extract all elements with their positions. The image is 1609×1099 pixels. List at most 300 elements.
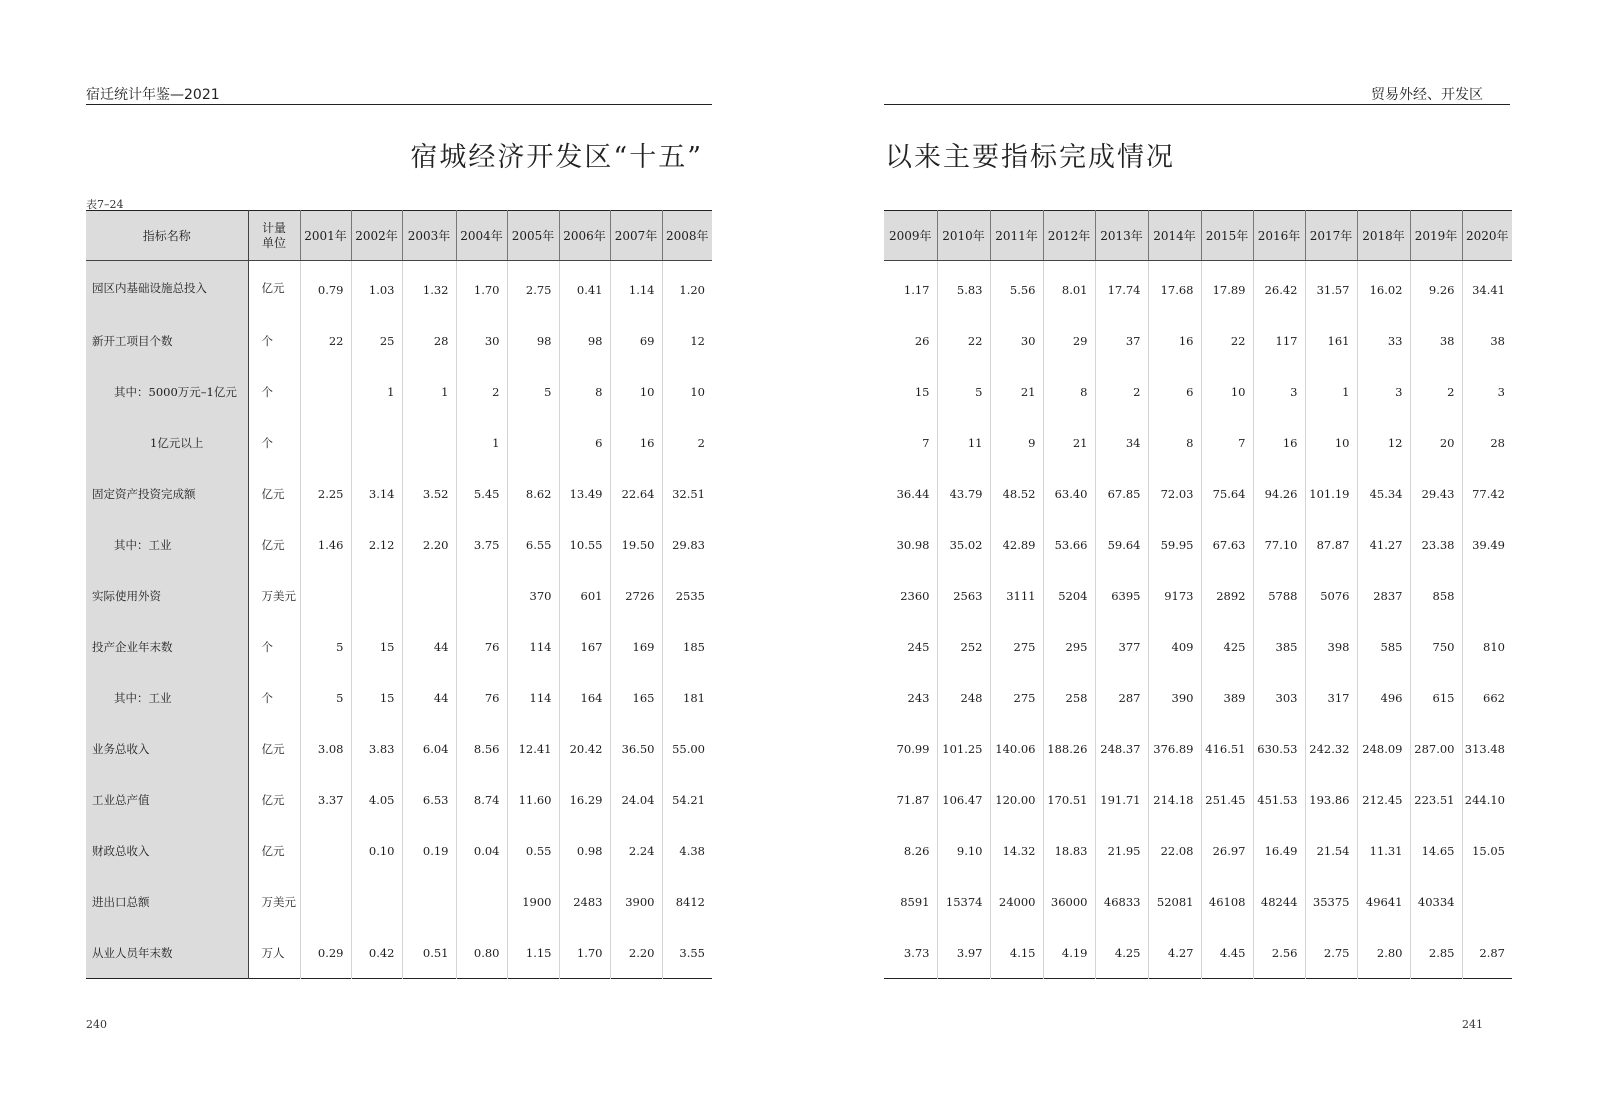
indicator-name-cell: 其中：工业 — [86, 672, 248, 723]
value-cell: 6.53 — [402, 774, 456, 825]
value-cell: 98 — [507, 315, 559, 366]
year-header: 2013年 — [1095, 211, 1148, 261]
value-cell: 10.55 — [559, 519, 610, 570]
value-cell: 9.26 — [1410, 261, 1462, 316]
table-row — [86, 417, 712, 468]
value-cell: 9.10 — [937, 825, 990, 876]
value-cell: 1.20 — [679, 282, 705, 297]
value-cell: 3 — [1497, 384, 1505, 399]
value-cell: 376.89 — [1148, 723, 1201, 774]
value-cell: 6 — [1148, 366, 1201, 417]
value-cell: 22 — [300, 315, 351, 366]
table-row — [86, 519, 712, 570]
value-cell: 15 — [351, 621, 402, 672]
year-header: 2003年 — [402, 211, 456, 261]
unit-cell: 个 — [248, 621, 300, 672]
value-cell: 18.83 — [1043, 825, 1095, 876]
value-cell: 44 — [402, 621, 456, 672]
value-cell: 19.50 — [610, 519, 662, 570]
title-part-left: 宿城经济开发区“十五” — [410, 142, 703, 173]
value-cell: 1 — [351, 366, 402, 417]
value-cell: 67.63 — [1201, 519, 1253, 570]
value-cell: 25 — [351, 315, 402, 366]
value-cell: 370 — [507, 570, 559, 621]
value-cell: 22.08 — [1148, 825, 1201, 876]
value-cell: 662 — [1483, 690, 1505, 705]
value-cell: 1.46 — [300, 519, 351, 570]
value-cell: 5788 — [1253, 570, 1305, 621]
value-cell: 2837 — [1357, 570, 1410, 621]
value-cell: 810 — [1483, 639, 1505, 654]
table-row — [86, 723, 712, 774]
value-cell: 77.42 — [1472, 486, 1505, 501]
value-cell: 49641 — [1357, 876, 1410, 927]
value-cell: 48.52 — [990, 468, 1043, 519]
value-cell: 63.40 — [1043, 468, 1095, 519]
value-cell: 5.45 — [456, 468, 507, 519]
table-row — [884, 621, 1512, 672]
value-cell: 2535 — [675, 588, 705, 603]
value-cell: 71.87 — [884, 774, 937, 825]
value-cell: 87.87 — [1305, 519, 1357, 570]
table-row — [86, 570, 712, 621]
value-cell: 8.26 — [884, 825, 937, 876]
value-cell: 53.66 — [1043, 519, 1095, 570]
table-row — [884, 672, 1512, 723]
table-row — [884, 468, 1512, 519]
value-cell: 21 — [1043, 417, 1095, 468]
value-cell: 170.51 — [1043, 774, 1095, 825]
value-cell: 26.97 — [1201, 825, 1253, 876]
value-cell: 4.38 — [679, 843, 705, 858]
value-cell: 0.79 — [300, 261, 351, 316]
indicator-name-cell: 从业人员年末数 — [86, 927, 248, 979]
value-cell — [1462, 570, 1512, 621]
value-cell: 3.97 — [937, 927, 990, 979]
indicator-name-cell: 其中：5000万元–1亿元 — [86, 366, 248, 417]
indicator-name-cell: 1亿元以上 — [86, 417, 248, 468]
value-cell — [456, 570, 507, 621]
value-cell: 313.48 — [1464, 741, 1505, 756]
table-row — [86, 315, 712, 366]
value-cell: 11.60 — [507, 774, 559, 825]
value-cell: 0.98 — [559, 825, 610, 876]
value-cell: 244.10 — [1464, 792, 1505, 807]
value-cell: 46108 — [1201, 876, 1253, 927]
value-cell: 45.34 — [1357, 468, 1410, 519]
value-cell: 2.75 — [507, 261, 559, 316]
indicator-name-cell: 园区内基础设施总投入 — [86, 261, 248, 316]
unit-cell: 亿元 — [248, 519, 300, 570]
value-cell: 2 — [697, 435, 705, 450]
value-cell: 16.49 — [1253, 825, 1305, 876]
value-cell — [300, 825, 351, 876]
running-head-left: 宿迁统计年鉴—2021 — [86, 87, 220, 103]
value-cell: 615 — [1410, 672, 1462, 723]
value-cell: 6.04 — [402, 723, 456, 774]
value-cell: 188.26 — [1043, 723, 1095, 774]
value-cell: 120.00 — [990, 774, 1043, 825]
value-cell: 10 — [1201, 366, 1253, 417]
year-header: 2016年 — [1253, 211, 1305, 261]
value-cell: 7 — [1201, 417, 1253, 468]
value-cell: 59.95 — [1148, 519, 1201, 570]
value-cell: 601 — [559, 570, 610, 621]
year-header: 2019年 — [1410, 211, 1462, 261]
value-cell: 38 — [1490, 333, 1505, 348]
value-cell: 114 — [507, 672, 559, 723]
table-row — [884, 570, 1512, 621]
value-cell: 248 — [937, 672, 990, 723]
value-cell: 59.64 — [1095, 519, 1148, 570]
value-cell: 2 — [1095, 366, 1148, 417]
value-cell: 35375 — [1305, 876, 1357, 927]
value-cell: 8412 — [675, 894, 705, 909]
value-cell: 5204 — [1043, 570, 1095, 621]
value-cell: 212.45 — [1357, 774, 1410, 825]
statistics-table-left — [86, 210, 712, 979]
value-cell: 3.52 — [402, 468, 456, 519]
value-cell: 3900 — [610, 876, 662, 927]
value-cell: 4.25 — [1095, 927, 1148, 979]
value-cell: 1.03 — [351, 261, 402, 316]
value-cell: 5 — [300, 672, 351, 723]
value-cell: 377 — [1095, 621, 1148, 672]
unit-cell: 万人 — [248, 927, 300, 979]
value-cell: 46833 — [1095, 876, 1148, 927]
indicator-name-cell: 投产企业年末数 — [86, 621, 248, 672]
value-cell: 6 — [559, 417, 610, 468]
value-cell: 4.15 — [990, 927, 1043, 979]
value-cell — [456, 876, 507, 927]
value-cell: 750 — [1410, 621, 1462, 672]
value-cell: 416.51 — [1201, 723, 1253, 774]
value-cell: 31.57 — [1305, 261, 1357, 316]
value-cell: 275 — [990, 672, 1043, 723]
unit-cell: 亿元 — [248, 774, 300, 825]
value-cell: 23.38 — [1410, 519, 1462, 570]
year-header: 2011年 — [990, 211, 1043, 261]
value-cell: 191.71 — [1095, 774, 1148, 825]
value-cell: 32.51 — [672, 486, 705, 501]
value-cell — [1462, 876, 1512, 927]
value-cell: 21 — [990, 366, 1043, 417]
year-header: 2007年 — [610, 211, 662, 261]
table-row — [86, 366, 712, 417]
value-cell: 48244 — [1253, 876, 1305, 927]
value-cell: 22.64 — [610, 468, 662, 519]
value-cell: 4.19 — [1043, 927, 1095, 979]
value-cell: 70.99 — [884, 723, 937, 774]
value-cell: 30.98 — [884, 519, 937, 570]
year-header: 2002年 — [351, 211, 402, 261]
unit-cell: 个 — [248, 417, 300, 468]
value-cell: 2.20 — [610, 927, 662, 979]
statistics-table-right — [884, 210, 1512, 979]
value-cell: 44 — [402, 672, 456, 723]
value-cell: 20 — [1410, 417, 1462, 468]
table-row — [884, 723, 1512, 774]
value-cell — [507, 417, 559, 468]
value-cell: 117 — [1253, 315, 1305, 366]
value-cell: 6395 — [1095, 570, 1148, 621]
value-cell: 287 — [1095, 672, 1148, 723]
value-cell: 38 — [1410, 315, 1462, 366]
table-row — [884, 315, 1512, 366]
year-header: 2020年 — [1462, 211, 1512, 261]
value-cell: 10 — [610, 366, 662, 417]
value-cell: 193.86 — [1305, 774, 1357, 825]
unit-cell: 万美元 — [248, 570, 300, 621]
value-cell: 8 — [1043, 366, 1095, 417]
value-cell: 287.00 — [1410, 723, 1462, 774]
value-cell: 52081 — [1148, 876, 1201, 927]
value-cell: 24.04 — [610, 774, 662, 825]
right-page — [805, 0, 1609, 1099]
value-cell: 3.73 — [884, 927, 937, 979]
value-cell: 101.19 — [1305, 468, 1357, 519]
value-cell: 5076 — [1305, 570, 1357, 621]
value-cell: 1.17 — [884, 261, 937, 316]
value-cell: 76 — [456, 672, 507, 723]
value-cell: 26.42 — [1253, 261, 1305, 316]
value-cell: 10 — [1305, 417, 1357, 468]
value-cell: 3.14 — [351, 468, 402, 519]
head-rule-right — [884, 104, 1510, 105]
value-cell: 2.80 — [1357, 927, 1410, 979]
value-cell: 3111 — [990, 570, 1043, 621]
value-cell: 9 — [990, 417, 1043, 468]
value-cell: 24000 — [990, 876, 1043, 927]
table-row — [86, 468, 712, 519]
indicator-name-cell: 进出口总额 — [86, 876, 248, 927]
value-cell: 12 — [690, 333, 705, 348]
value-cell: 2.24 — [610, 825, 662, 876]
value-cell: 35.02 — [937, 519, 990, 570]
value-cell: 42.89 — [990, 519, 1043, 570]
value-cell: 0.19 — [402, 825, 456, 876]
value-cell: 13.49 — [559, 468, 610, 519]
value-cell: 0.04 — [456, 825, 507, 876]
value-cell: 15374 — [937, 876, 990, 927]
table-header-row-right — [884, 211, 1512, 261]
value-cell — [351, 417, 402, 468]
value-cell: 26 — [884, 315, 937, 366]
value-cell: 0.42 — [351, 927, 402, 979]
value-cell: 94.26 — [1253, 468, 1305, 519]
value-cell: 3.83 — [351, 723, 402, 774]
value-cell: 258 — [1043, 672, 1095, 723]
value-cell: 16 — [1148, 315, 1201, 366]
table-number: 表7–24 — [86, 198, 124, 211]
value-cell: 251.45 — [1201, 774, 1253, 825]
unit-header-line2: 单位 — [261, 235, 286, 250]
value-cell: 0.51 — [402, 927, 456, 979]
value-cell: 1 — [456, 417, 507, 468]
value-cell: 0.41 — [559, 261, 610, 316]
value-cell: 2.12 — [351, 519, 402, 570]
value-cell: 3 — [1357, 366, 1410, 417]
value-cell: 12.41 — [507, 723, 559, 774]
value-cell: 164 — [559, 672, 610, 723]
value-cell: 16.29 — [559, 774, 610, 825]
value-cell: 2726 — [610, 570, 662, 621]
value-cell: 243 — [884, 672, 937, 723]
indicator-name-cell: 其中：工业 — [86, 519, 248, 570]
value-cell: 29.43 — [1410, 468, 1462, 519]
value-cell: 8.74 — [456, 774, 507, 825]
unit-header — [248, 211, 300, 261]
value-cell — [300, 876, 351, 927]
year-header: 2004年 — [456, 211, 507, 261]
value-cell: 398 — [1305, 621, 1357, 672]
value-cell: 8.56 — [456, 723, 507, 774]
value-cell: 4.45 — [1201, 927, 1253, 979]
value-cell: 2.87 — [1479, 945, 1505, 960]
value-cell: 2.25 — [300, 468, 351, 519]
value-cell: 303 — [1253, 672, 1305, 723]
value-cell: 9173 — [1148, 570, 1201, 621]
year-header: 2017年 — [1305, 211, 1357, 261]
table-row — [884, 417, 1512, 468]
value-cell: 2 — [1410, 366, 1462, 417]
table-row — [86, 825, 712, 876]
value-cell: 5 — [937, 366, 990, 417]
value-cell: 2.20 — [402, 519, 456, 570]
table-row — [86, 672, 712, 723]
year-header: 2008年 — [662, 211, 712, 261]
table-row — [884, 876, 1512, 927]
value-cell: 11.31 — [1357, 825, 1410, 876]
value-cell: 2483 — [559, 876, 610, 927]
unit-cell: 个 — [248, 672, 300, 723]
value-cell: 165 — [610, 672, 662, 723]
value-cell: 21.54 — [1305, 825, 1357, 876]
year-header: 2014年 — [1148, 211, 1201, 261]
value-cell: 17.74 — [1095, 261, 1148, 316]
value-cell: 8591 — [884, 876, 937, 927]
value-cell: 55.00 — [672, 741, 705, 756]
title-part-right: 以来主要指标完成情况 — [885, 142, 1175, 173]
value-cell: 1.15 — [507, 927, 559, 979]
value-cell: 496 — [1357, 672, 1410, 723]
value-cell: 385 — [1253, 621, 1305, 672]
value-cell: 15 — [351, 672, 402, 723]
value-cell: 8.62 — [507, 468, 559, 519]
value-cell: 630.53 — [1253, 723, 1305, 774]
value-cell: 248.09 — [1357, 723, 1410, 774]
unit-cell: 个 — [248, 366, 300, 417]
value-cell: 34 — [1095, 417, 1148, 468]
value-cell: 22 — [937, 315, 990, 366]
unit-cell: 亿元 — [248, 723, 300, 774]
value-cell: 161 — [1305, 315, 1357, 366]
value-cell: 54.21 — [672, 792, 705, 807]
value-cell: 140.06 — [990, 723, 1043, 774]
value-cell: 248.37 — [1095, 723, 1148, 774]
value-cell: 0.10 — [351, 825, 402, 876]
value-cell: 7 — [884, 417, 937, 468]
value-cell: 28 — [402, 315, 456, 366]
value-cell: 77.10 — [1253, 519, 1305, 570]
value-cell: 295 — [1043, 621, 1095, 672]
value-cell: 39.49 — [1472, 537, 1505, 552]
value-cell: 69 — [610, 315, 662, 366]
value-cell: 5 — [300, 621, 351, 672]
indicator-name-cell: 工业总产值 — [86, 774, 248, 825]
value-cell: 5 — [507, 366, 559, 417]
table-row — [86, 621, 712, 672]
value-cell: 214.18 — [1148, 774, 1201, 825]
value-cell: 41.27 — [1357, 519, 1410, 570]
unit-cell: 亿元 — [248, 825, 300, 876]
value-cell: 2.56 — [1253, 927, 1305, 979]
value-cell: 1.14 — [610, 261, 662, 316]
value-cell: 29.83 — [672, 537, 705, 552]
value-cell: 858 — [1410, 570, 1462, 621]
value-cell: 1 — [1305, 366, 1357, 417]
table-row — [884, 261, 1512, 316]
value-cell: 451.53 — [1253, 774, 1305, 825]
table-row — [884, 366, 1512, 417]
value-cell: 2360 — [884, 570, 937, 621]
value-cell: 317 — [1305, 672, 1357, 723]
year-header: 2005年 — [507, 211, 559, 261]
value-cell — [300, 417, 351, 468]
value-cell: 2.75 — [1305, 927, 1357, 979]
value-cell: 16 — [610, 417, 662, 468]
value-cell — [402, 876, 456, 927]
value-cell: 43.79 — [937, 468, 990, 519]
unit-cell: 个 — [248, 315, 300, 366]
value-cell: 169 — [610, 621, 662, 672]
value-cell: 3.08 — [300, 723, 351, 774]
unit-cell: 万美元 — [248, 876, 300, 927]
value-cell: 29 — [1043, 315, 1095, 366]
value-cell: 0.29 — [300, 927, 351, 979]
year-header: 2001年 — [300, 211, 351, 261]
value-cell — [300, 570, 351, 621]
running-head-right: 贸易外经、开发区 — [1371, 87, 1483, 103]
value-cell: 3.37 — [300, 774, 351, 825]
value-cell — [351, 876, 402, 927]
value-cell: 106.47 — [937, 774, 990, 825]
unit-cell: 亿元 — [248, 468, 300, 519]
value-cell: 4.05 — [351, 774, 402, 825]
value-cell: 2892 — [1201, 570, 1253, 621]
value-cell: 36.44 — [884, 468, 937, 519]
value-cell: 8.01 — [1043, 261, 1095, 316]
table-row — [884, 927, 1512, 979]
value-cell: 4.27 — [1148, 927, 1201, 979]
value-cell: 16.02 — [1357, 261, 1410, 316]
value-cell: 3 — [1253, 366, 1305, 417]
indicator-name-cell: 新开工项目个数 — [86, 315, 248, 366]
value-cell: 75.64 — [1201, 468, 1253, 519]
value-cell: 40334 — [1410, 876, 1462, 927]
value-cell: 0.55 — [507, 825, 559, 876]
value-cell — [402, 570, 456, 621]
value-cell: 2 — [456, 366, 507, 417]
value-cell: 36000 — [1043, 876, 1095, 927]
value-cell: 2.85 — [1410, 927, 1462, 979]
head-rule-left — [86, 104, 712, 105]
value-cell: 36.50 — [610, 723, 662, 774]
value-cell: 30 — [456, 315, 507, 366]
table-row — [86, 876, 712, 927]
value-cell: 389 — [1201, 672, 1253, 723]
value-cell: 1 — [402, 366, 456, 417]
